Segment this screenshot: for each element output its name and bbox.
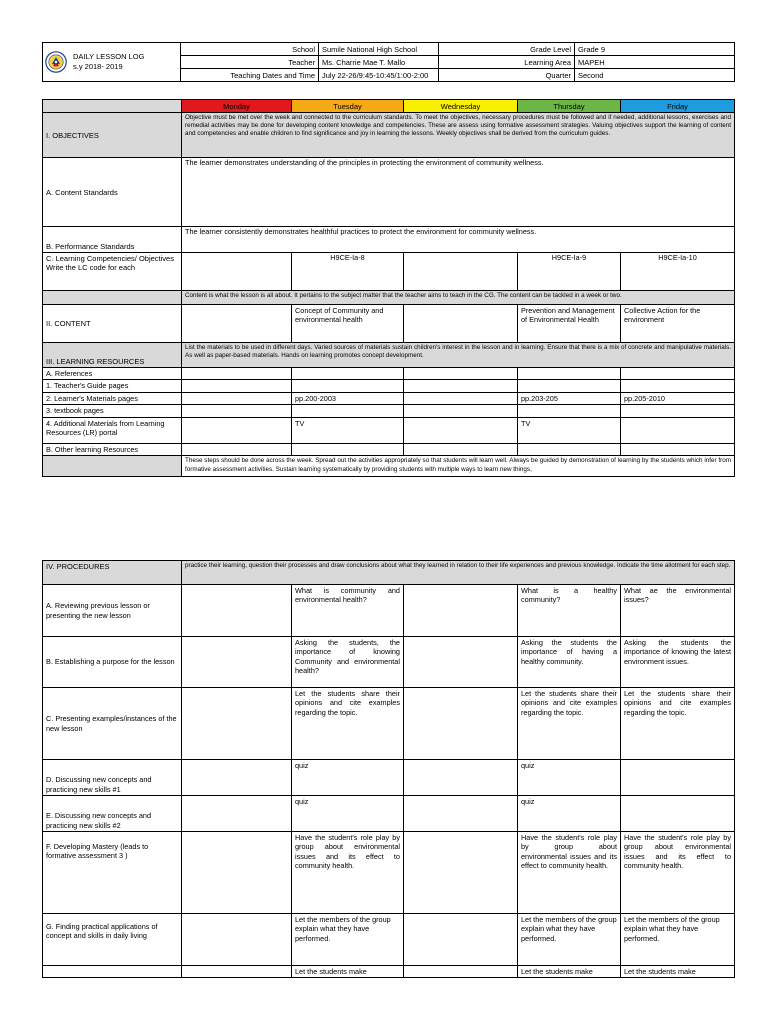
procedure-cell xyxy=(182,914,292,966)
resource-row-label: 3. textbook pages xyxy=(43,405,182,417)
procedures-label: IV. PROCEDURES xyxy=(43,561,182,585)
steps-note: These steps should be done across the week. Spread out the activities appropriately so that students will learn well. Always be guided by demonstration of learning by the students which infer from formative assessment activities. Sustain learning systematically by providing students with multiple ways to learn new things, xyxy=(182,456,735,477)
procedure-cell: quiz xyxy=(518,760,621,796)
day-tuesday: Tuesday xyxy=(292,100,404,113)
teacher-label: Teacher xyxy=(181,56,319,69)
procedure-cell: Have the student's role play by group about environmental issues and its effect to community health. xyxy=(621,832,735,914)
resources-label: III. LEARNING RESOURCES xyxy=(43,343,182,368)
content-note-label xyxy=(43,291,182,305)
resource-cell xyxy=(404,443,518,455)
resource-cell xyxy=(621,380,735,392)
performance-standards-text: The learner consistently demonstrates healthful practices to protect the environment for community wellness. xyxy=(182,227,735,253)
procedure-row-label xyxy=(43,966,182,978)
procedure-cell xyxy=(404,688,518,760)
procedure-cell: What is a healthy community? xyxy=(518,585,621,637)
resource-row-label: A. References xyxy=(43,368,182,380)
procedure-cell xyxy=(404,637,518,688)
procedure-cell xyxy=(182,796,292,832)
resource-cell xyxy=(182,443,292,455)
procedure-cell: What is community and environmental health? xyxy=(292,585,404,637)
procedure-row-label: B. Establishing a purpose for the lesson xyxy=(43,637,182,688)
procedure-cell xyxy=(182,966,292,978)
header-table xyxy=(42,42,735,82)
procedure-cell: Let the students make xyxy=(518,966,621,978)
day-monday: Monday xyxy=(182,100,292,113)
resource-cell xyxy=(518,368,621,380)
procedure-cell: Asking the students, the importance of knowing Community and environmental health? xyxy=(292,637,404,688)
procedure-cell xyxy=(182,832,292,914)
resource-cell xyxy=(621,417,735,443)
procedure-row-label: E. Discussing new concepts and practicing new skills #2 xyxy=(43,796,182,832)
content-topic-wednesday xyxy=(404,305,518,343)
school-label: School xyxy=(181,43,319,56)
quarter-label: Quarter xyxy=(439,69,575,82)
procedures-note: practice their learning, question their processes and draw conclusions about what they learned in relation to their life experiences and previous knowledge. Indicate the time allotment for each step. xyxy=(182,561,735,585)
resource-cell xyxy=(621,405,735,417)
teacher-value: Ms. Charrie Mae T. Mallo xyxy=(319,56,439,69)
day-wednesday: Wednesday xyxy=(404,100,518,113)
resource-cell: pp.200-2003 xyxy=(292,392,404,404)
lc-code-wednesday xyxy=(404,253,518,291)
steps-note-label xyxy=(43,456,182,477)
procedure-cell: Have the student's role play by group about environmental issues and its effect to community health. xyxy=(292,832,404,914)
content-topic-tuesday: Concept of Community and environmental health xyxy=(292,305,404,343)
day-friday: Friday xyxy=(621,100,735,113)
content-note: Content is what the lesson is all about. It pertains to the subject matter that the teacher aims to teach in the CG. The content can be tackled in a week or two. xyxy=(182,291,735,305)
procedure-cell xyxy=(182,760,292,796)
resource-cell xyxy=(182,380,292,392)
resource-cell xyxy=(404,392,518,404)
procedure-cell: Have the student's role play by group about environmental issues and its effect to community health. xyxy=(518,832,621,914)
grade-level-label: Grade Level xyxy=(439,43,575,56)
content-topic-monday xyxy=(182,305,292,343)
procedure-cell: quiz xyxy=(292,760,404,796)
resource-cell xyxy=(621,443,735,455)
procedure-row-label: G. Finding practical applications of concept and skills in daily living xyxy=(43,914,182,966)
header-title-cell xyxy=(43,43,181,82)
objectives-label: I. OBJECTIVES xyxy=(43,113,182,158)
resource-cell xyxy=(518,443,621,455)
procedure-cell: quiz xyxy=(518,796,621,832)
resource-cell xyxy=(292,380,404,392)
doc-title: DAILY LESSON LOG xyxy=(73,51,145,61)
resource-cell: pp.205-2010 xyxy=(621,392,735,404)
procedure-row-label: C. Presenting examples/instances of the new lesson xyxy=(43,688,182,760)
content-topic-thursday: Prevention and Management of Environmental Health xyxy=(518,305,621,343)
content-label: II. CONTENT xyxy=(43,305,182,343)
procedure-cell xyxy=(404,760,518,796)
dates-label: Teaching Dates and Time xyxy=(181,69,319,82)
resource-row-label: 4. Additional Materials from Learning Resources (LR) portal xyxy=(43,417,182,443)
resource-cell xyxy=(404,405,518,417)
corner-cell xyxy=(43,100,182,113)
procedure-cell xyxy=(621,796,735,832)
quarter-value: Second xyxy=(575,69,735,82)
procedure-cell xyxy=(404,796,518,832)
content-standards-text: The learner demonstrates understanding of the principles in protecting the environment of community wellness. xyxy=(182,158,735,227)
resource-cell xyxy=(518,405,621,417)
procedure-cell: Asking the students the importance of having a healthy community. xyxy=(518,637,621,688)
resource-cell xyxy=(292,405,404,417)
school-year: s.y 2018- 2019 xyxy=(73,62,123,71)
procedure-cell xyxy=(182,585,292,637)
procedure-cell xyxy=(404,914,518,966)
resource-row-label: 1. Teacher's Guide pages xyxy=(43,380,182,392)
procedure-cell: Let the students share their opinions and cite examples regarding the topic. xyxy=(292,688,404,760)
procedure-cell xyxy=(404,966,518,978)
procedure-row-label: A. Reviewing previous lesson or presenting the new lesson xyxy=(43,585,182,637)
resource-cell xyxy=(404,417,518,443)
procedure-cell: Let the members of the group explain what they have performed. xyxy=(292,914,404,966)
grade-level-value: Grade 9 xyxy=(575,43,735,56)
learning-area-label: Learning Area xyxy=(439,56,575,69)
objectives-note: Objective must be met over the week and connected to the curriculum standards. To meet the objectives, necessary procedures must be followed and if needed, additional lessons, exercises and remedial activities may be done for developing content knowledge and competencies. These are assess using formative assessment strategies. Valuing objectives support the learning of content and competencies and enable children to find significance and joy in learning the lessons. Weekly objectives shall be derived from the curriculum guides. xyxy=(182,113,735,158)
lc-code-monday xyxy=(182,253,292,291)
resource-row-label: 2. Learner's Materials pages xyxy=(43,392,182,404)
procedure-cell: Let the students make xyxy=(621,966,735,978)
lc-code-thursday: H9CE-Ia-9 xyxy=(518,253,621,291)
lc-code-tuesday: H9CE-Ia-8 xyxy=(292,253,404,291)
deped-seal-icon xyxy=(45,51,67,73)
resource-cell xyxy=(404,380,518,392)
performance-standards-label: B. Performance Standards xyxy=(43,227,182,253)
procedure-row-label: F. Developing Mastery (leads to formative assessment 3 ) xyxy=(43,832,182,914)
procedure-cell xyxy=(182,637,292,688)
procedure-cell: Let the students make xyxy=(292,966,404,978)
resource-cell xyxy=(292,443,404,455)
learning-area-value: MAPEH xyxy=(575,56,735,69)
procedure-cell xyxy=(404,585,518,637)
procedure-cell: Asking the students the importance of knowing the latest environment issues. xyxy=(621,637,735,688)
resource-cell xyxy=(182,405,292,417)
resource-row-label: B. Other learning Resources xyxy=(43,443,182,455)
procedure-cell xyxy=(404,832,518,914)
resource-cell xyxy=(292,368,404,380)
procedures-table xyxy=(42,560,735,978)
dates-value: July 22-26/9:45-10:45/1:00-2:00 xyxy=(319,69,439,82)
procedure-cell: Let the students share their opinions and cite examples regarding the topic. xyxy=(518,688,621,760)
procedure-cell: Let the members of the group explain what they have performed. xyxy=(621,914,735,966)
procedure-cell xyxy=(621,760,735,796)
procedure-cell xyxy=(182,688,292,760)
procedure-cell: quiz xyxy=(292,796,404,832)
school-value: Sumile National High School xyxy=(319,43,439,56)
procedure-cell: Let the students share their opinions and cite examples regarding the topic. xyxy=(621,688,735,760)
resource-cell xyxy=(404,368,518,380)
resource-cell xyxy=(182,392,292,404)
day-thursday: Thursday xyxy=(518,100,621,113)
procedure-cell: What ae the environmental issues? xyxy=(621,585,735,637)
content-topic-friday: Collective Action for the environment xyxy=(621,305,735,343)
resource-cell: TV xyxy=(292,417,404,443)
lesson-table xyxy=(42,99,735,477)
resource-cell xyxy=(518,380,621,392)
competencies-label: C. Learning Competencies/ Objectives Write the LC code for each xyxy=(43,253,182,291)
procedure-cell: Let the members of the group explain what they have performed. xyxy=(518,914,621,966)
resource-cell xyxy=(621,368,735,380)
procedure-row-label: D. Discussing new concepts and practicing new skills #1 xyxy=(43,760,182,796)
content-standards-label: A. Content Standards xyxy=(43,158,182,227)
resource-cell: TV xyxy=(518,417,621,443)
resource-cell: pp.203-205 xyxy=(518,392,621,404)
lc-code-friday: H9CE-Ia-10 xyxy=(621,253,735,291)
resource-cell xyxy=(182,417,292,443)
resource-cell xyxy=(182,368,292,380)
resources-note: List the materials to be used in different days. Varied sources of materials sustain children's interest in the lesson and in learning. Ensure that there is a mix of concrete and manipulative materials. As well as paper-based materials. Hands on learning promotes concept development. xyxy=(182,343,735,368)
